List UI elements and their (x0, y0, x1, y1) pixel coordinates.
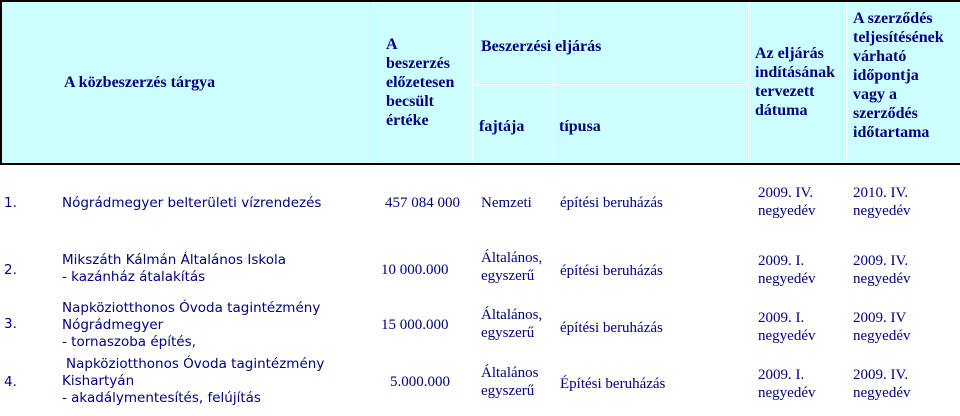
row-number: 3. (4, 316, 17, 332)
header-col-divider (472, 2, 473, 163)
row-kind: Nemzeti (481, 195, 532, 211)
row-type: építési beruházás (560, 263, 663, 279)
header-row-divider (473, 84, 748, 85)
header-procedure-kind: fajtája (479, 118, 525, 135)
header-left-border (0, 0, 2, 163)
row-subject: Mikszáth Kálmán Általános Iskola - kazánház átalakítás (62, 252, 287, 285)
header-completion: A szerződés teljesítésének várható időpontja vagy a szerződés időtartama (853, 10, 944, 141)
row-end: 2009. IV. negyedév (853, 253, 911, 287)
row-type: építési beruházás (560, 195, 663, 211)
header-start-date: Az eljárás indításának tervezett dátuma (755, 45, 836, 119)
header-col-divider (553, 2, 554, 163)
row-kind: Általános, egyszerű (481, 250, 543, 284)
row-end: 2009. IV negyedév (853, 310, 911, 344)
header-subject: A közbeszerzés tárgya (64, 74, 216, 91)
row-start: 2009. IV. negyedév (758, 185, 816, 219)
row-number: 2. (4, 262, 17, 278)
row-value: 457 084 000 (385, 195, 460, 211)
row-start: 2009. I. negyedév (758, 367, 816, 401)
header-estimated-value: A beszerzés előzetesen becsült értéke (386, 36, 455, 129)
row-number: 1. (4, 195, 17, 211)
header-col-divider (846, 2, 847, 163)
header-col-divider (373, 2, 374, 163)
row-subject: Nógrádmegyer belterületi vízrendezés (62, 195, 322, 211)
row-value: 15 000.000 (381, 317, 449, 333)
row-kind: Általános egyszerű (481, 365, 539, 399)
row-number: 4. (4, 374, 17, 390)
row-value: 10 000.000 (381, 262, 449, 278)
row-start: 2009. I. negyedév (758, 310, 816, 344)
header-procedure: Beszerzési eljárás (481, 38, 602, 55)
header-bottom-border (0, 163, 960, 165)
row-start: 2009. I. negyedév (758, 253, 816, 287)
row-end: 2009. IV. negyedév (853, 367, 911, 401)
row-value: 5.000.000 (390, 374, 450, 390)
header-col-divider (748, 2, 749, 163)
row-type: építési beruházás (560, 320, 663, 336)
header-top-border (0, 0, 960, 2)
row-kind: Általános, egyszerű (481, 307, 543, 341)
row-type: Építési beruházás (560, 376, 666, 392)
row-subject: Napköziotthonos Óvoda tagintézmény Nógrádmegyer - tornaszoba építés, (62, 300, 321, 350)
row-end: 2010. IV. negyedév (853, 185, 911, 219)
header-procedure-type: típusa (559, 118, 601, 135)
row-subject: Napköziotthonos Óvoda tagintézmény Kishartyán - akadálymentesítés, felújítás (62, 356, 325, 406)
